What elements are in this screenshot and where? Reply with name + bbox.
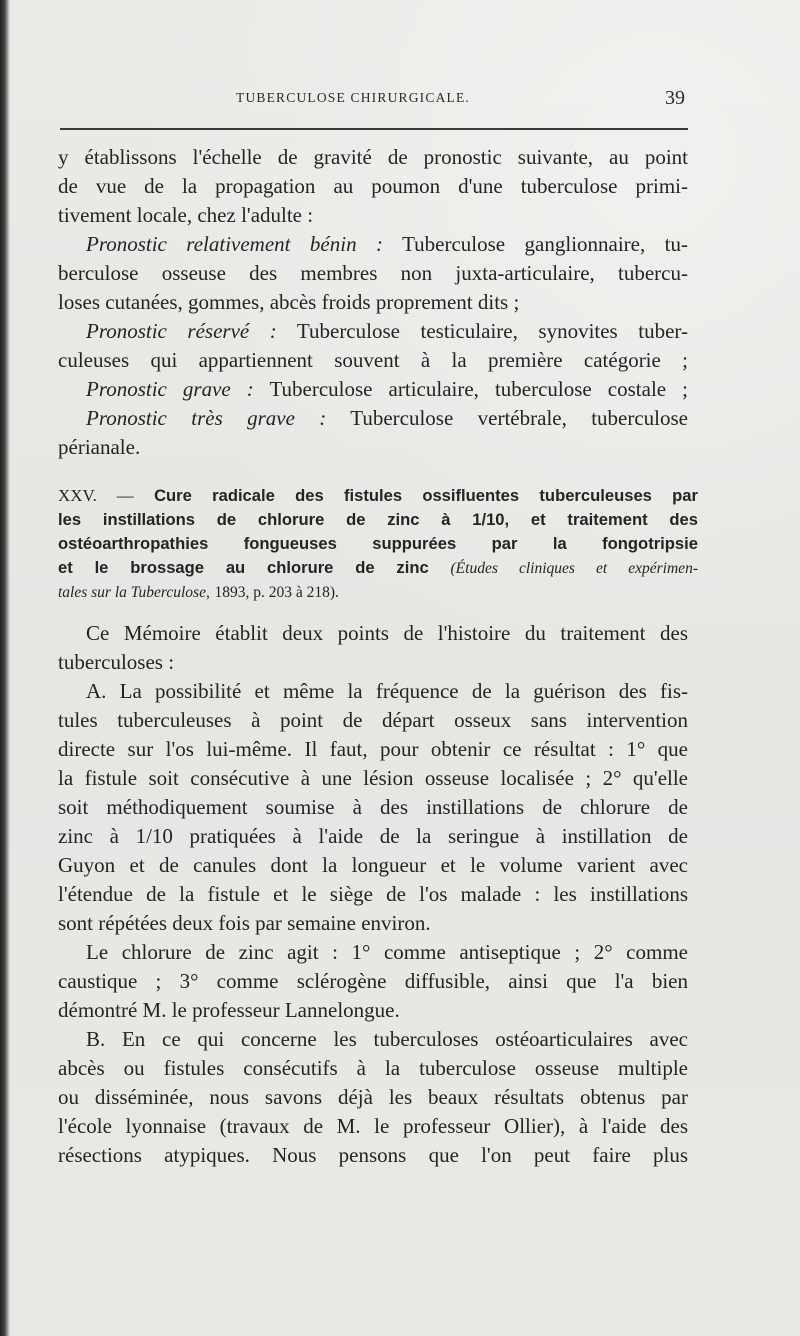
body-line: l'étendue de la fistule et le siège de l'os malade : les instillations (58, 882, 688, 906)
page-number: 39 (665, 87, 685, 109)
prognosis-line: berculose osseuse des membres non juxta-articulaire, tubercu- (58, 261, 688, 285)
body-line: la fistule soit consécutive à une lésion osseuse localisée ; 2° qu'elle (58, 766, 688, 790)
body-line: A. La possibilité et même la fréquence de la guérison des fis- (86, 679, 688, 703)
intro-line: tivement locale, chez l'adulte : (58, 203, 314, 227)
prognosis-label: Pronostic réservé : (86, 319, 277, 343)
body-line: tules tuberculeuses à point de départ osseux sans intervention (58, 708, 688, 732)
prognosis-text: Tuberculose vertébrale, tuberculose (350, 406, 688, 430)
entry-title-line (58, 556, 698, 580)
entry-title-line: ostéoarthropathies fongueuses suppurées par la fongotripsie (58, 534, 698, 553)
body-line: démontré M. le professeur Lannelongue. (58, 998, 400, 1022)
entry-title-text: Cure radicale des fistules ossifluentes tuberculeuses par (154, 486, 698, 505)
body-line: abcès ou fistules consécutifs à la tuberculose osseuse multiple (58, 1056, 688, 1080)
running-head (60, 87, 685, 114)
body-line: résections atypiques. Nous pensons que l'on peut faire plus (58, 1143, 688, 1167)
prognosis-label: Pronostic très grave : (86, 406, 327, 430)
prognosis-text: Tuberculose testiculaire, synovites tuber- (296, 319, 688, 343)
entry-source: tales sur la Tuberculose, (58, 584, 210, 601)
body-line: tuberculoses : (58, 650, 175, 674)
entry-source: (Études cliniques et expérimen- (450, 560, 698, 577)
prognosis-text: Tuberculose ganglionnaire, tu- (402, 232, 689, 256)
prognosis-grave-line (58, 375, 688, 404)
prognosis-line: culeuses qui appartiennent souvent à la première catégorie ; (58, 348, 688, 372)
prognosis-label: Pronostic grave : (86, 377, 254, 401)
entry-title-text: et le brossage au chlorure de zinc (58, 558, 429, 577)
body-line: ou disséminée, nous savons déjà les beaux résultats obtenus par (58, 1085, 688, 1109)
prognosis-label: Pronostic relativement bénin : (86, 232, 383, 256)
body-line: l'école lyonnaise (travaux de M. le professeur Ollier), à l'aide des (58, 1114, 688, 1138)
entry-title-line: les instillations de chlorure de zinc à 1/10, et traitement des (58, 510, 698, 529)
entry-source-pages: 1893, p. 203 à 218). (214, 584, 339, 601)
body-line: Ce Mémoire établit deux points de l'histoire du traitement des (86, 621, 688, 645)
intro-line: y établissons l'échelle de gravité de pronostic suivante, au point (58, 145, 688, 169)
header-rule (60, 128, 688, 130)
body-line: directe sur l'os lui-même. Il faut, pour obtenir ce résultat : 1° que (58, 737, 688, 761)
prognosis-line: loses cutanées, gommes, abcès froids proprement dits ; (58, 290, 520, 314)
body-line: sont répétées deux fois par semaine environ. (58, 911, 431, 935)
prognosis-benin-line (58, 230, 688, 259)
entry-number: XXV. — (58, 486, 134, 505)
entry-title-line (58, 484, 698, 507)
prognosis-text: Tuberculose articulaire, tuberculose costale ; (269, 377, 688, 401)
prognosis-line: périanale. (58, 435, 141, 459)
prognosis-reserve-line (58, 317, 688, 346)
body-line: soit méthodiquement soumise à des instillations de chlorure de (58, 795, 688, 819)
page-binding-edge (0, 0, 10, 1336)
prognosis-tres-grave-line (58, 404, 688, 433)
body-line: Le chlorure de zinc agit : 1° comme antiseptique ; 2° comme (86, 940, 688, 964)
body-line: Guyon et de canules dont la longueur et le volume varient avec (58, 853, 688, 877)
intro-line: de vue de la propagation au poumon d'une tuberculose primi- (58, 174, 688, 198)
entry-source-line (58, 580, 698, 604)
body-line: caustique ; 3° comme sclérogène diffusible, ainsi que l'a bien (58, 969, 688, 993)
body-line: zinc à 1/10 pratiquées à l'aide de la seringue à instillation de (58, 824, 688, 848)
running-title: TUBERCULOSE CHIRURGICALE. (236, 90, 471, 105)
body-line: B. En ce qui concerne les tuberculoses ostéoarticulaires avec (86, 1027, 688, 1051)
